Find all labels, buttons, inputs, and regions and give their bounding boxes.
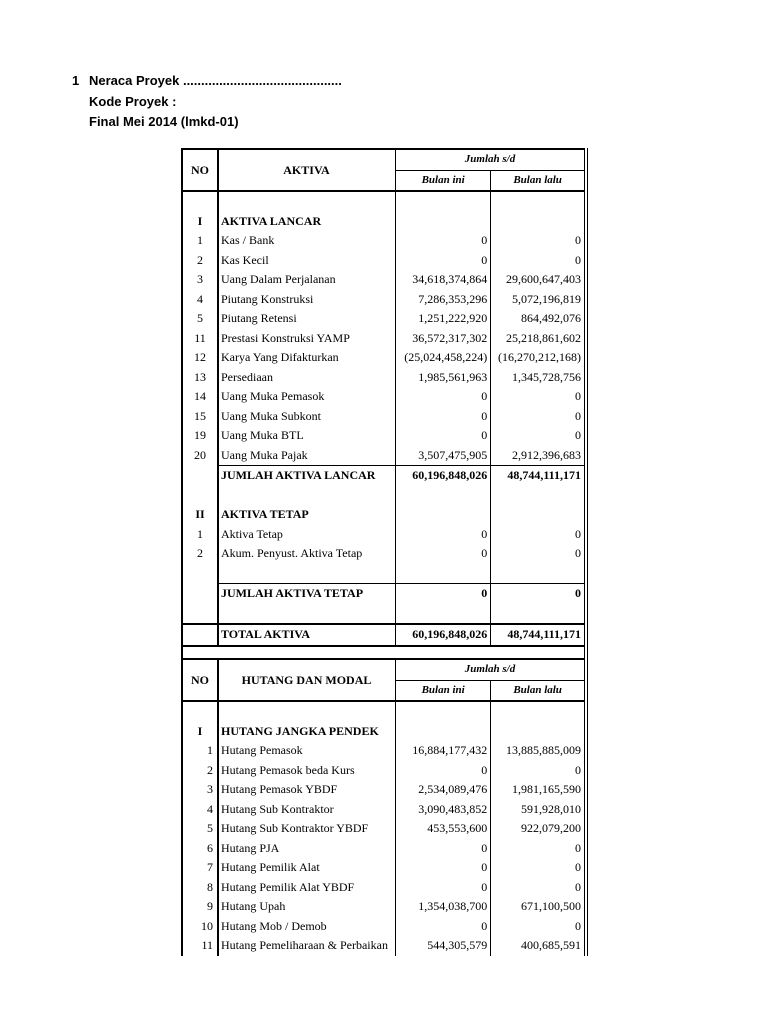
row-bulan-lalu: 0 (491, 231, 586, 251)
table-row (182, 897, 586, 917)
row-bulan-lalu: 13,885,885,009 (491, 741, 586, 761)
row-bulan-ini: 3,090,483,852 (396, 800, 491, 820)
section-no: I (182, 722, 218, 742)
table-row (182, 741, 586, 761)
row-bulan-lalu: 671,100,500 (491, 897, 586, 917)
row-bulan-lalu: 0 (491, 839, 586, 859)
grand-total-bulan-lalu: 48,744,111,171 (491, 624, 586, 646)
row-bulan-lalu: 0 (491, 917, 586, 937)
row-account-name: Hutang Pemilik Alat YBDF (218, 878, 396, 898)
col-aktiva-header: AKTIVA (218, 149, 396, 191)
row-bulan-ini: 2,534,089,476 (396, 780, 491, 800)
grand-total-label: TOTAL AKTIVA (218, 624, 396, 646)
table-row (182, 858, 586, 878)
row-account-name: Hutang Sub Kontraktor YBDF (218, 819, 396, 839)
row-no: 4 (182, 800, 218, 820)
row-no: 8 (182, 878, 218, 898)
row-bulan-ini: 16,884,177,432 (396, 741, 491, 761)
hutang-header-row (182, 659, 586, 680)
total-bulan-ini: 60,196,848,026 (396, 466, 491, 486)
row-bulan-ini: 1,251,222,920 (396, 309, 491, 329)
row-bulan-lalu: 864,492,076 (491, 309, 586, 329)
section-title: AKTIVA LANCAR (218, 212, 396, 232)
row-no: 2 (182, 251, 218, 271)
total-bulan-lalu: 0 (491, 584, 586, 604)
row-account-name: Hutang PJA (218, 839, 396, 859)
row-no: 1 (182, 741, 218, 761)
total-label: JUMLAH AKTIVA LANCAR (218, 466, 396, 486)
table-row (182, 426, 586, 446)
row-bulan-ini: 0 (396, 407, 491, 427)
row-bulan-ini: 3,507,475,905 (396, 446, 491, 466)
row-account-name: Kas Kecil (218, 251, 396, 271)
table-row (182, 525, 586, 545)
row-account-name: Aktiva Tetap (218, 525, 396, 545)
table-row (182, 348, 586, 368)
row-account-name: Karya Yang Difakturkan (218, 348, 396, 368)
row-bulan-lalu: 1,981,165,590 (491, 780, 586, 800)
row-bulan-ini: (25,024,458,224) (396, 348, 491, 368)
row-account-name: Hutang Upah (218, 897, 396, 917)
row-no: 13 (182, 368, 218, 388)
col-hutang-header: HUTANG DAN MODAL (218, 659, 396, 701)
row-account-name: Uang Dalam Perjalanan (218, 270, 396, 290)
section-row (182, 722, 586, 742)
grand-total-bulan-ini: 60,196,848,026 (396, 624, 491, 646)
row-bulan-lalu: (16,270,212,168) (491, 348, 586, 368)
table-row (182, 446, 586, 466)
table-row (182, 251, 586, 271)
row-bulan-ini: 0 (396, 917, 491, 937)
spacer-row (182, 564, 586, 584)
row-account-name: Uang Muka Subkont (218, 407, 396, 427)
row-bulan-ini: 1,354,038,700 (396, 897, 491, 917)
table-row (182, 387, 586, 407)
row-account-name: Hutang Pemasok YBDF (218, 780, 396, 800)
table-row (182, 780, 586, 800)
table-row (182, 309, 586, 329)
row-bulan-lalu: 0 (491, 407, 586, 427)
col-no-header: NO (182, 149, 218, 191)
row-bulan-lalu: 25,218,861,602 (491, 329, 586, 349)
row-bulan-ini: 7,286,353,296 (396, 290, 491, 310)
col-no-header: NO (182, 659, 218, 701)
row-bulan-ini: 0 (396, 858, 491, 878)
row-bulan-ini: 0 (396, 761, 491, 781)
hutang-table (181, 658, 588, 956)
table-row (182, 917, 586, 937)
row-bulan-ini: 0 (396, 878, 491, 898)
report-period: Final Mei 2014 (lmkd-01) (89, 114, 239, 129)
row-account-name: Hutang Mob / Demob (218, 917, 396, 937)
col-bulan-ini-header: Bulan ini (396, 170, 491, 191)
col-bulan-lalu-header: Bulan lalu (491, 170, 586, 191)
section-title: HUTANG JANGKA PENDEK (218, 722, 396, 742)
row-no: 20 (182, 446, 218, 466)
row-bulan-ini: 36,572,317,302 (396, 329, 491, 349)
report-title: Neraca Proyek ............................................ (89, 73, 342, 88)
row-bulan-ini: 34,618,374,864 (396, 270, 491, 290)
col-jumlah-header: Jumlah s/d (396, 659, 587, 680)
row-account-name: Uang Muka Pajak (218, 446, 396, 466)
section-row (182, 505, 586, 525)
row-no: 2 (182, 544, 218, 564)
row-account-name: Hutang Sub Kontraktor (218, 800, 396, 820)
spacer-row (182, 191, 586, 212)
section-number: 1 (72, 73, 80, 88)
row-bulan-lalu: 0 (491, 525, 586, 545)
row-bulan-ini: 453,553,600 (396, 819, 491, 839)
table-row (182, 329, 586, 349)
total-bulan-ini: 0 (396, 584, 491, 604)
table-row (182, 878, 586, 898)
row-no: 19 (182, 426, 218, 446)
row-no: 15 (182, 407, 218, 427)
row-no: 14 (182, 387, 218, 407)
row-bulan-lalu: 0 (491, 544, 586, 564)
table-row (182, 368, 586, 388)
row-no: 10 (182, 917, 218, 937)
table-row (182, 839, 586, 859)
row-bulan-lalu: 29,600,647,403 (491, 270, 586, 290)
row-account-name: Akum. Penyust. Aktiva Tetap (218, 544, 396, 564)
row-no: 4 (182, 290, 218, 310)
row-no: 11 (182, 329, 218, 349)
table-separator (181, 641, 588, 658)
row-no: 5 (182, 819, 218, 839)
row-bulan-lalu: 0 (491, 878, 586, 898)
row-account-name: Prestasi Konstruksi YAMP (218, 329, 396, 349)
row-account-name: Hutang Pemasok (218, 741, 396, 761)
table-row (182, 290, 586, 310)
row-account-name: Kas / Bank (218, 231, 396, 251)
row-account-name: Hutang Pemilik Alat (218, 858, 396, 878)
row-no: 3 (182, 270, 218, 290)
section-no: I (182, 212, 218, 232)
table-row (182, 819, 586, 839)
table-row (182, 544, 586, 564)
total-row (182, 584, 586, 604)
row-no: 12 (182, 348, 218, 368)
row-bulan-ini: 544,305,579 (396, 936, 491, 956)
col-jumlah-header: Jumlah s/d (396, 149, 587, 170)
row-no: 1 (182, 525, 218, 545)
row-bulan-ini: 0 (396, 525, 491, 545)
row-no: 9 (182, 897, 218, 917)
table-row (182, 407, 586, 427)
spacer-row (182, 486, 586, 506)
row-account-name: Hutang Pemeliharaan & Perbaikan (218, 936, 396, 956)
section-no: II (182, 505, 218, 525)
total-row (182, 466, 586, 486)
spacer-row (182, 701, 586, 722)
total-label: JUMLAH AKTIVA TETAP (218, 584, 396, 604)
row-bulan-lalu: 1,345,728,756 (491, 368, 586, 388)
col-bulan-lalu-header: Bulan lalu (491, 680, 586, 701)
row-bulan-ini: 0 (396, 231, 491, 251)
row-no: 11 (182, 936, 218, 956)
row-account-name: Uang Muka Pemasok (218, 387, 396, 407)
row-account-name: Uang Muka BTL (218, 426, 396, 446)
row-bulan-lalu: 0 (491, 761, 586, 781)
table-row (182, 231, 586, 251)
spacer-row (182, 604, 586, 625)
row-account-name: Piutang Konstruksi (218, 290, 396, 310)
row-no: 6 (182, 839, 218, 859)
table-row (182, 270, 586, 290)
row-bulan-ini: 0 (396, 387, 491, 407)
row-no: 2 (182, 761, 218, 781)
table-row (182, 761, 586, 781)
row-bulan-ini: 0 (396, 251, 491, 271)
row-account-name: Piutang Retensi (218, 309, 396, 329)
row-no: 1 (182, 231, 218, 251)
row-bulan-lalu: 922,079,200 (491, 819, 586, 839)
row-no: 7 (182, 858, 218, 878)
row-no: 5 (182, 309, 218, 329)
row-bulan-ini: 1,985,561,963 (396, 368, 491, 388)
row-bulan-lalu: 400,685,591 (491, 936, 586, 956)
table-row (182, 800, 586, 820)
row-account-name: Persediaan (218, 368, 396, 388)
row-bulan-lalu: 0 (491, 251, 586, 271)
table-row (182, 936, 586, 956)
row-bulan-ini: 0 (396, 544, 491, 564)
section-row (182, 212, 586, 232)
row-bulan-lalu: 591,928,010 (491, 800, 586, 820)
section-title: AKTIVA TETAP (218, 505, 396, 525)
aktiva-header-row (182, 149, 586, 170)
row-bulan-lalu: 0 (491, 426, 586, 446)
col-bulan-ini-header: Bulan ini (396, 680, 491, 701)
row-account-name: Hutang Pemasok beda Kurs (218, 761, 396, 781)
row-bulan-ini: 0 (396, 839, 491, 859)
row-bulan-lalu: 0 (491, 387, 586, 407)
row-bulan-lalu: 5,072,196,819 (491, 290, 586, 310)
aktiva-table (181, 148, 588, 647)
total-bulan-lalu: 48,744,111,171 (491, 466, 586, 486)
row-bulan-ini: 0 (396, 426, 491, 446)
row-no: 3 (182, 780, 218, 800)
row-bulan-lalu: 2,912,396,683 (491, 446, 586, 466)
row-bulan-lalu: 0 (491, 858, 586, 878)
project-code-label: Kode Proyek : (89, 94, 177, 109)
